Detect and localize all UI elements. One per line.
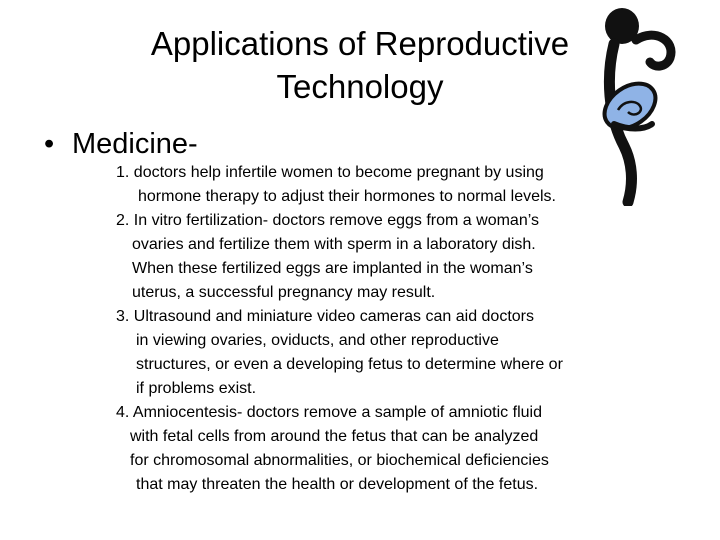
item-2-line-3: When these fertilized eggs are implanted in the woman’s <box>132 260 533 277</box>
bullet-medicine <box>44 126 198 162</box>
item-2-line-1: 2. In vitro fertilization- doctors remove eggs from a woman’s <box>116 212 539 229</box>
item-4-line-3: for chromosomal abnormalities, or biochemical deficiencies <box>130 452 549 469</box>
item-1-line-1: 1. doctors help infertile women to become pregnant by using <box>116 164 544 181</box>
title-line-1: Applications of Reproductive <box>150 25 570 62</box>
item-3-line-3: structures, or even a developing fetus to determine where or <box>136 356 563 373</box>
item-4-line-4: that may threaten the health or development of the fetus. <box>136 476 539 493</box>
item-1-line-2: hormone therapy to adjust their hormones to normal levels. <box>138 188 556 205</box>
item-3-line-4: if problems exist. <box>136 380 257 397</box>
item-4-line-1: 4. Amniocentesis- doctors remove a sample of amniotic fluid <box>116 404 542 421</box>
title-line-2: Technology <box>276 68 444 105</box>
bullet-label: Medicine- <box>72 128 198 160</box>
item-2-line-2: ovaries and fertilize them with sperm in a laboratory dish. <box>132 236 536 253</box>
slide-title <box>110 22 610 108</box>
bullet-dot: • <box>44 128 55 160</box>
stick-figure-holding-sign-icon <box>584 6 710 206</box>
item-4-line-2: with fetal cells from around the fetus that can be analyzed <box>130 428 539 445</box>
item-3-line-2: in viewing ovaries, oviducts, and other reproductive <box>136 332 499 349</box>
item-2-line-4: uterus, a successful pregnancy may result. <box>132 284 436 301</box>
item-3-line-1: 3. Ultrasound and miniature video cameras can aid doctors <box>116 308 534 325</box>
